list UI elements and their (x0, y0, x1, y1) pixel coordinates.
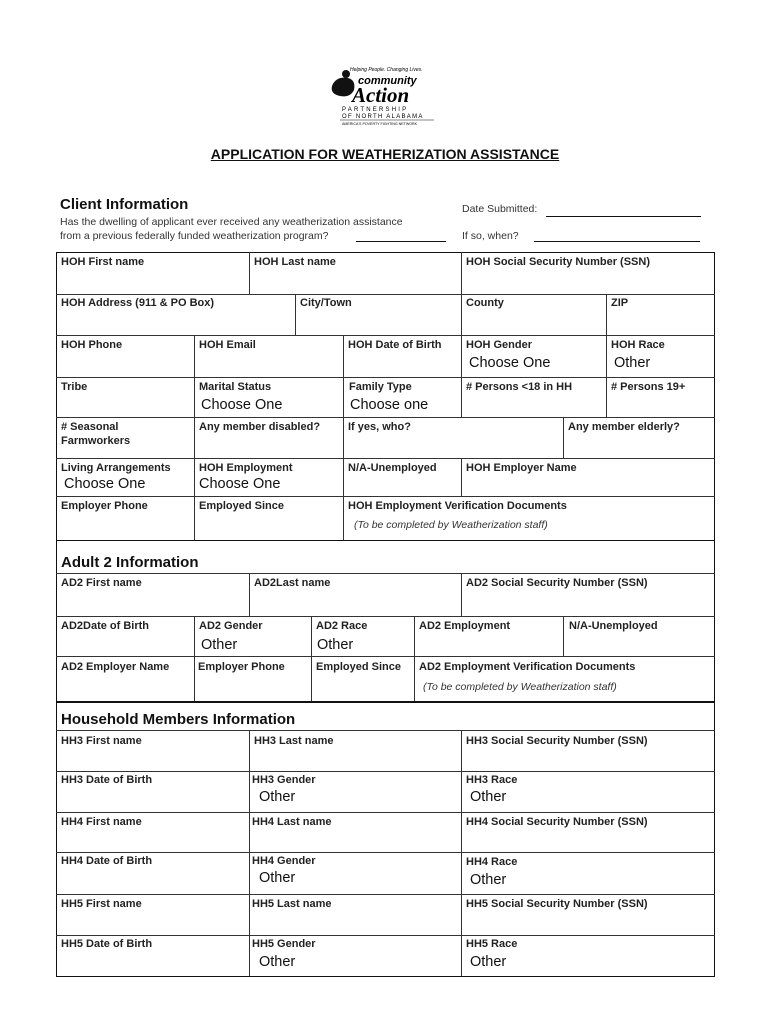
seasonal-farmworkers-field[interactable]: Farmworkers (61, 435, 131, 447)
hh5-last-name-field[interactable]: HH5 Last name (252, 898, 332, 910)
hh3-ssn-field[interactable]: HH3 Social Security Number (SSN) (466, 735, 648, 747)
community-action-logo (326, 64, 444, 126)
hh3-race-label: HH3 Race (466, 774, 518, 786)
hoh-dob-field[interactable]: HOH Date of Birth (348, 339, 442, 351)
adult2-heading: Adult 2 Information (61, 554, 199, 571)
member-elderly-field[interactable]: Any member elderly? (568, 421, 680, 433)
hoh-verification-docs-field[interactable]: HOH Employment Verification Documents (348, 500, 567, 512)
date-submitted-field[interactable] (546, 216, 701, 217)
marital-status-select[interactable]: Choose One (201, 397, 283, 413)
hh3-gender-select[interactable]: Other (259, 789, 296, 805)
weatherization-question-line1: Has the dwelling of applicant ever received any weatherization assistance (60, 216, 403, 228)
hh3-dob-field[interactable]: HH3 Date of Birth (61, 774, 153, 786)
hh4-ssn-field[interactable]: HH4 Social Security Number (SSN) (466, 816, 648, 828)
hh4-dob-field[interactable]: HH4 Date of Birth (61, 855, 153, 867)
tribe-field[interactable]: Tribe (61, 381, 88, 393)
hh5-gender-select[interactable]: Other (259, 954, 296, 970)
persons-under-18-field[interactable]: # Persons <18 in HH (466, 381, 573, 393)
logo-graphic (326, 64, 444, 126)
hh5-race-select[interactable]: Other (470, 954, 507, 970)
persons-19-plus-field[interactable]: # Persons 19+ (611, 381, 686, 393)
hh3-race-select[interactable]: Other (470, 789, 507, 805)
ad2-verification-note: (To be completed by Weatherization staff) (423, 681, 617, 693)
hoh-employment-label: HOH Employment (199, 462, 293, 474)
form-title: APPLICATION FOR WEATHERIZATION ASSISTANCE (210, 146, 560, 162)
hoh-phone-field[interactable]: HOH Phone (61, 339, 123, 351)
household-heading: Household Members Information (61, 711, 296, 728)
previous-assistance-field[interactable] (356, 241, 446, 242)
if-yes-who-field[interactable]: If yes, who? (348, 421, 411, 433)
ad2-dob-field[interactable]: AD2Date of Birth (61, 620, 150, 632)
hoh-gender-select[interactable]: Choose One (469, 355, 551, 371)
hh5-gender-label: HH5 Gender (252, 938, 316, 950)
hh3-gender-label: HH3 Gender (252, 774, 316, 786)
ad2-employer-phone-field[interactable]: Employer Phone (198, 661, 285, 673)
na-unemployed-field[interactable]: N/A-Unemployed (348, 462, 437, 474)
hh5-dob-field[interactable]: HH5 Date of Birth (61, 938, 153, 950)
ad2-employment-field[interactable]: AD2 Employment (419, 620, 511, 632)
hh5-ssn-field[interactable]: HH5 Social Security Number (SSN) (466, 898, 648, 910)
living-arrangements-select[interactable]: Choose One (64, 476, 146, 492)
ad2-gender-label: AD2 Gender (199, 620, 263, 632)
if-so-when-field[interactable] (534, 241, 700, 242)
hh4-last-name-field[interactable]: HH4 Last name (252, 816, 332, 828)
member-disabled-field[interactable]: Any member disabled? (199, 421, 321, 433)
hoh-gender-label: HOH Gender (466, 339, 533, 351)
logo-north-alabama: OF NORTH ALABAMA (342, 114, 424, 120)
hoh-race-label: HOH Race (611, 339, 665, 351)
hh4-race-select[interactable]: Other (470, 872, 507, 888)
living-arrangements-label: Living Arrangements (61, 462, 171, 474)
hoh-ssn-field[interactable]: HOH Social Security Number (SSN) (466, 256, 650, 268)
weatherization-question-line2: from a previous federally funded weatherization program? (60, 230, 329, 242)
marital-status-label: Marital Status (199, 381, 272, 393)
hh4-gender-label: HH4 Gender (252, 855, 316, 867)
city-town-field[interactable]: City/Town (300, 297, 352, 309)
hoh-race-select[interactable]: Other (614, 355, 651, 371)
ad2-race-label: AD2 Race (316, 620, 368, 632)
county-field[interactable]: County (466, 297, 504, 309)
hh5-first-name-field[interactable]: HH5 First name (61, 898, 142, 910)
logo-network: AMERICA'S POVERTY FIGHTING NETWORK (342, 122, 418, 126)
ad2-race-select[interactable]: Other (317, 637, 354, 653)
hoh-verification-note: (To be completed by Weatherization staff) (354, 519, 548, 531)
date-submitted-label: Date Submitted: (462, 203, 538, 215)
zip-field[interactable]: ZIP (611, 297, 629, 309)
hh4-race-label: HH4 Race (466, 856, 518, 868)
logo-word-community: community (358, 75, 417, 87)
hoh-employment-select[interactable]: Choose One (199, 476, 281, 492)
if-so-when-label: If so, when? (462, 230, 519, 242)
hh5-race-label: HH5 Race (466, 938, 518, 950)
logo-partnership: PARTNERSHIP (342, 107, 409, 113)
ad2-verification-docs-field[interactable]: AD2 Employment Verification Documents (419, 661, 636, 673)
hh3-first-name-field[interactable]: HH3 First name (61, 735, 142, 747)
ad2-employer-name-field[interactable]: AD2 Employer Name (61, 661, 170, 673)
hoh-first-name-field[interactable]: HOH First name (61, 256, 145, 268)
family-type-select[interactable]: Choose one (350, 397, 429, 413)
employed-since-field[interactable]: Employed Since (199, 500, 284, 512)
ad2-ssn-field[interactable]: AD2 Social Security Number (SSN) (466, 577, 648, 589)
client-info-heading: Client Information (60, 196, 189, 213)
hoh-address-field[interactable]: HOH Address (911 & PO Box) (61, 297, 215, 309)
ad2-na-unemployed-field[interactable]: N/A-Unemployed (569, 620, 658, 632)
seasonal-label-line1: # Seasonal (61, 421, 119, 433)
logo-word-action: Action (352, 83, 410, 107)
hh4-gender-select[interactable]: Other (259, 870, 296, 886)
hh4-first-name-field[interactable]: HH4 First name (61, 816, 142, 828)
logo-tagline: Helping People. Changing Lives. (350, 67, 423, 73)
employer-phone-field[interactable]: Employer Phone (61, 500, 148, 512)
ad2-employed-since-field[interactable]: Employed Since (316, 661, 401, 673)
ad2-last-name-field[interactable]: AD2Last name (254, 577, 331, 589)
hoh-email-field[interactable]: HOH Email (199, 339, 256, 351)
hh3-last-name-field[interactable]: HH3 Last name (254, 735, 334, 747)
family-type-label: Family Type (349, 381, 412, 393)
hoh-last-name-field[interactable]: HOH Last name (254, 256, 336, 268)
hoh-employer-name-field[interactable]: HOH Employer Name (466, 462, 577, 474)
ad2-first-name-field[interactable]: AD2 First name (61, 577, 142, 589)
ad2-gender-select[interactable]: Other (201, 637, 238, 653)
